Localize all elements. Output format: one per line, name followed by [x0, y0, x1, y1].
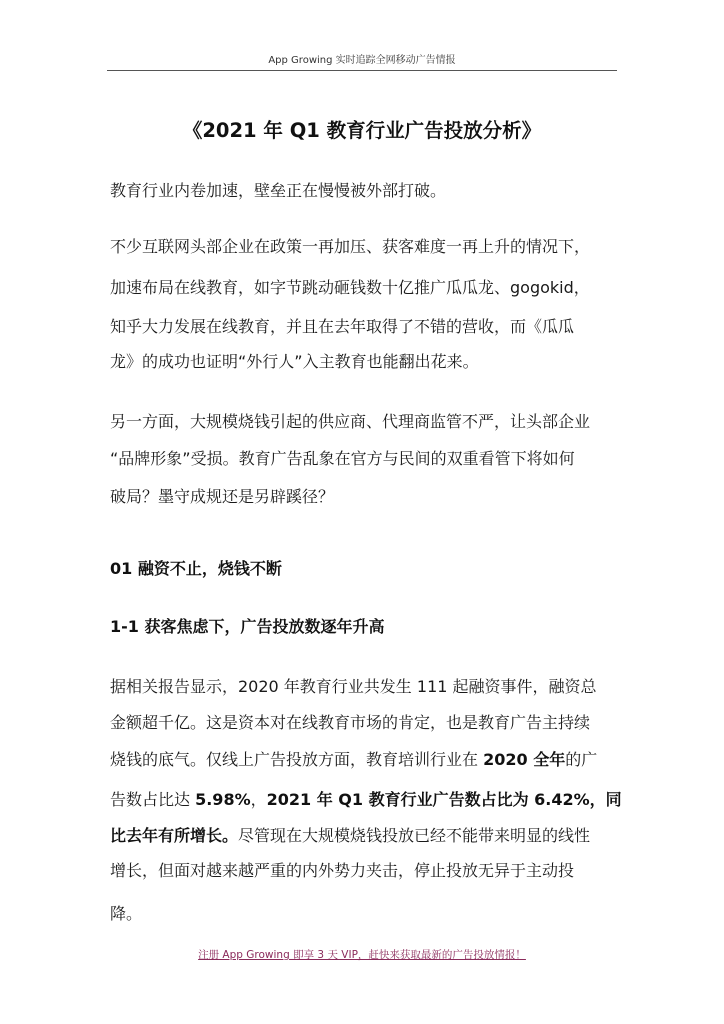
body-line-4-bold-statement: 2021 年 Q1 教育行业广告数占比为 6.42%，同 — [266, 790, 622, 809]
intro-p3-line-3: 破局？墨守成规还是另辟蹊径？ — [110, 487, 335, 506]
body-line-5 — [110, 825, 590, 847]
body-line-1: 据相关报告显示，2020 年教育行业共发生 111 起融资事件，融资总 — [110, 677, 597, 696]
body-line-4-text-c: ， — [250, 790, 267, 809]
body-line-3-text-a: 烧钱的底气。仅线上广告投放方面，教育培训行业在 — [110, 750, 484, 769]
section-heading: 01 融资不止，烧钱不断 — [110, 559, 282, 578]
body-line-5-bold: 比去年有所增长。 — [110, 826, 239, 845]
intro-p2-line-2: 加速布局在线教育，如字节跳动砸钱数十亿推广瓜瓜龙、gogokid， — [110, 278, 590, 297]
body-line-4-text-a: 告数占比达 — [110, 790, 196, 809]
body-line-3 — [110, 749, 597, 771]
body-line-4-bold-percent: 5.98% — [195, 790, 251, 809]
document-title: 《2021 年 Q1 教育行业广告投放分析》 — [182, 119, 542, 142]
header-divider — [107, 70, 617, 71]
body-line-5-text: 尽管现在大规模烧钱投放已经不能带来明显的线性 — [238, 826, 591, 845]
intro-p2-line-1: 不少互联网头部企业在政策一再加压、获客难度一再上升的情况下， — [110, 237, 591, 256]
register-vip-link[interactable]: 注册 App Growing 即享 3 天 VIP，赶快来获取最新的广告投放情报！ — [198, 949, 526, 961]
intro-p3-line-2: “品牌形象”受损。教育广告乱象在官方与民间的双重看管下将如何 — [110, 449, 575, 468]
page-header: App Growing 实时追踪全网移动广告情报 — [268, 55, 456, 66]
body-line-6: 增长，但面对越来越严重的内外势力夹击，停止投放无异于主动投 — [110, 861, 575, 880]
intro-p3-line-1: 另一方面，大规模烧钱引起的供应商、代理商监管不严，让头部企业 — [110, 412, 591, 431]
page-footer — [107, 948, 617, 962]
intro-p2-line-4: 龙》的成功也证明“外行人”入主教育也能翻出花来。 — [110, 352, 479, 371]
body-line-3-bold: 2020 全年 — [483, 750, 566, 769]
section-subheading: 1-1 获客焦虑下，广告投放数逐年升高 — [110, 617, 385, 636]
intro-paragraph-1: 教育行业内卷加速，壁垒正在慢慢被外部打破。 — [110, 181, 447, 200]
body-line-2: 金额超千亿。这是资本对在线教育市场的肯定，也是教育广告主持续 — [110, 713, 591, 732]
intro-p2-line-3: 知乎大力发展在线教育，并且在去年取得了不错的营收，而《瓜瓜 — [110, 317, 575, 336]
body-line-4 — [110, 789, 622, 811]
body-line-7: 降。 — [110, 904, 143, 923]
body-line-3-text-c: 的广 — [565, 750, 598, 769]
